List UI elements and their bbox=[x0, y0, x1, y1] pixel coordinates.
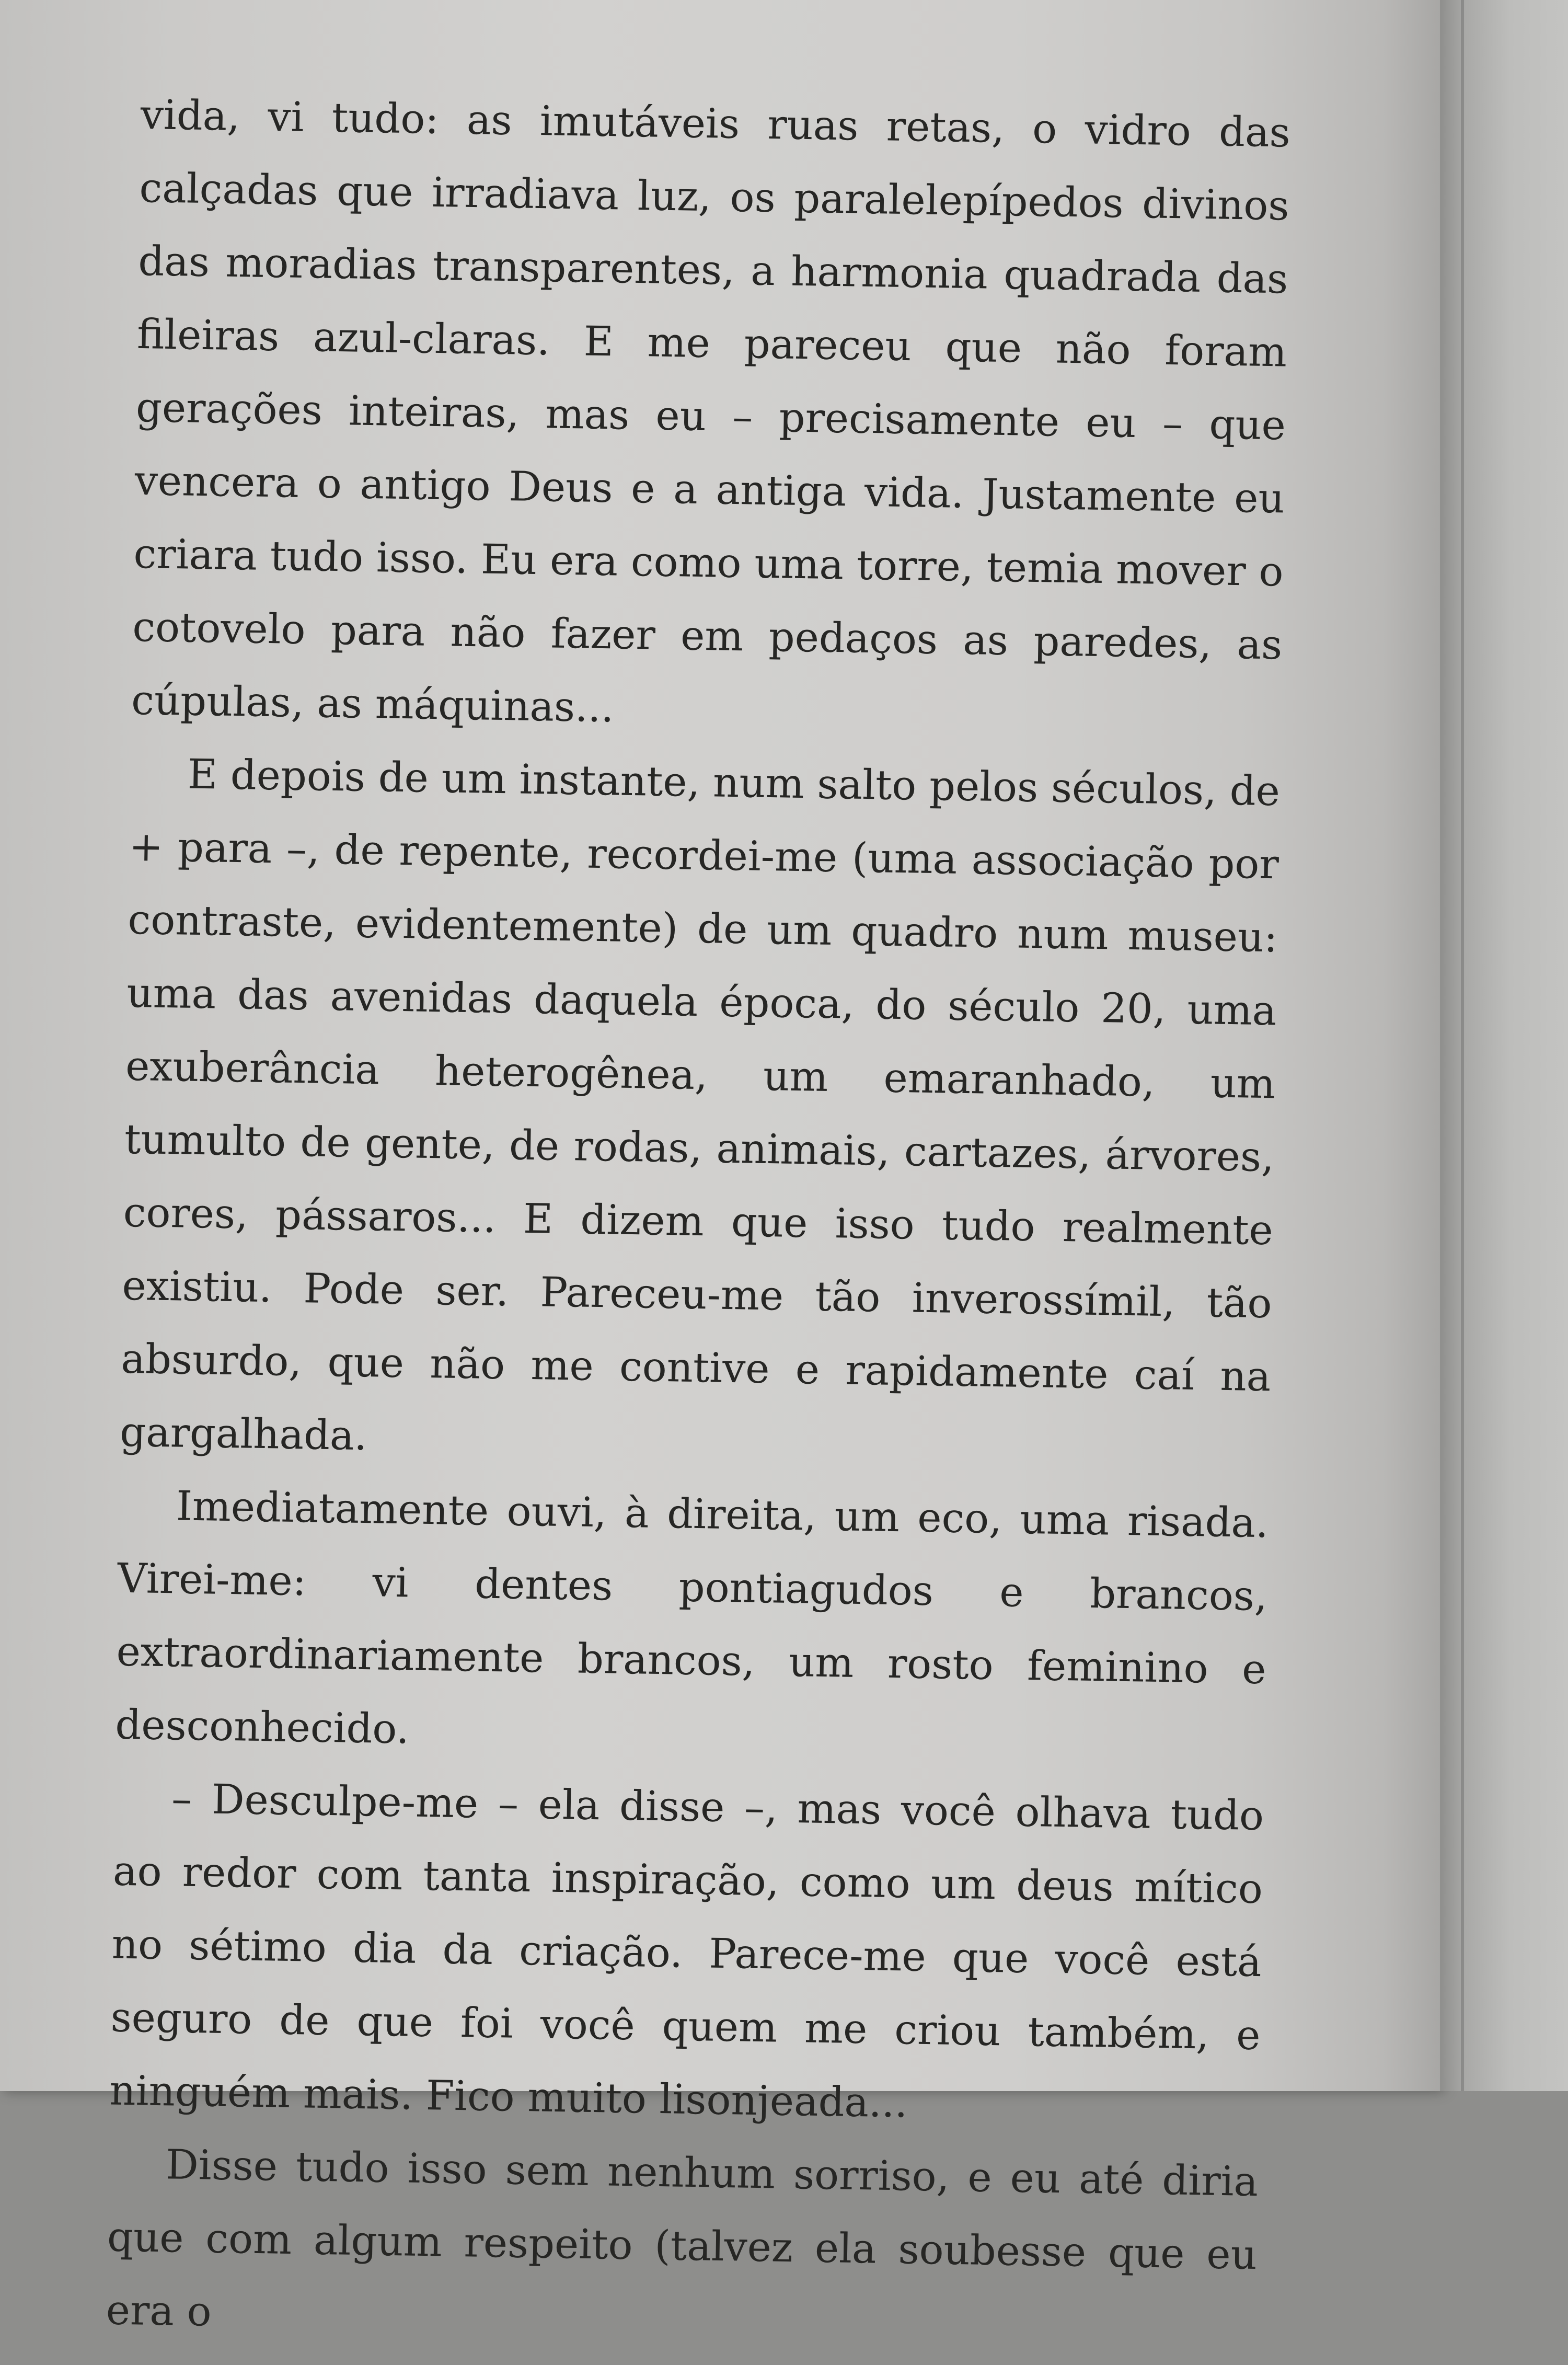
paragraph-3: Imediatamente ouvi, à direita, um eco, uma risada. Virei-me: vi dentes pontiagudos e brancos, extraordinariamente brancos, um rosto feminino e desconhecido. bbox=[114, 1483, 1269, 1753]
page-edge-shadow bbox=[1440, 0, 1568, 2091]
paragraph-2: E depois de um instante, num salto pelos séculos, de + para –, de repente, recordei-me (uma associação por contraste, evidentemente) de um quadro num museu: uma das avenidas daquela época, do século 20, uma exuberância heterogênea, um emaranhado, um tumulto de gente, de rodas, animais, cartazes, árvores, cores, pássaros... E dizem que isso tudo realmente existiu. Pode ser. Pareceu-me tão inverossímil, tão absurdo, que não me contive e rapidamente caí na gargalhada. bbox=[119, 751, 1281, 1460]
next-page-edge bbox=[1461, 0, 1464, 2091]
paragraph-1: vida, vi tudo: as imutáveis ruas retas, o vidro das calçadas que irradiava luz, os paralelepípedos divinos das moradias transparentes, a harmonia quadrada das fileiras azul-claras. E me pareceu que não foram gerações inteiras, mas eu – precisamente eu – que vencera o antigo Deus e a antiga vida. Justamente eu criara tudo isso. Eu era como uma torre, temia mover o cotovelo para não fazer em pedaços as paredes, as cúpulas, as máquinas... bbox=[131, 91, 1291, 732]
paragraph-4: – Desculpe-me – ela disse –, mas você olhava tudo ao redor com tanta inspiração, como um deus mítico no sétimo dia da criação. Parece-me que você está seguro de que foi você quem me criou também, e ninguém mais. Fico muito lisonjeada... bbox=[109, 1775, 1264, 2127]
page-text bbox=[106, 78, 1291, 2365]
paragraph-5: Disse tudo isso sem nenhum sorriso, e eu até diria que com algum respeito (talvez ela soubesse que eu era o bbox=[106, 2141, 1259, 2336]
